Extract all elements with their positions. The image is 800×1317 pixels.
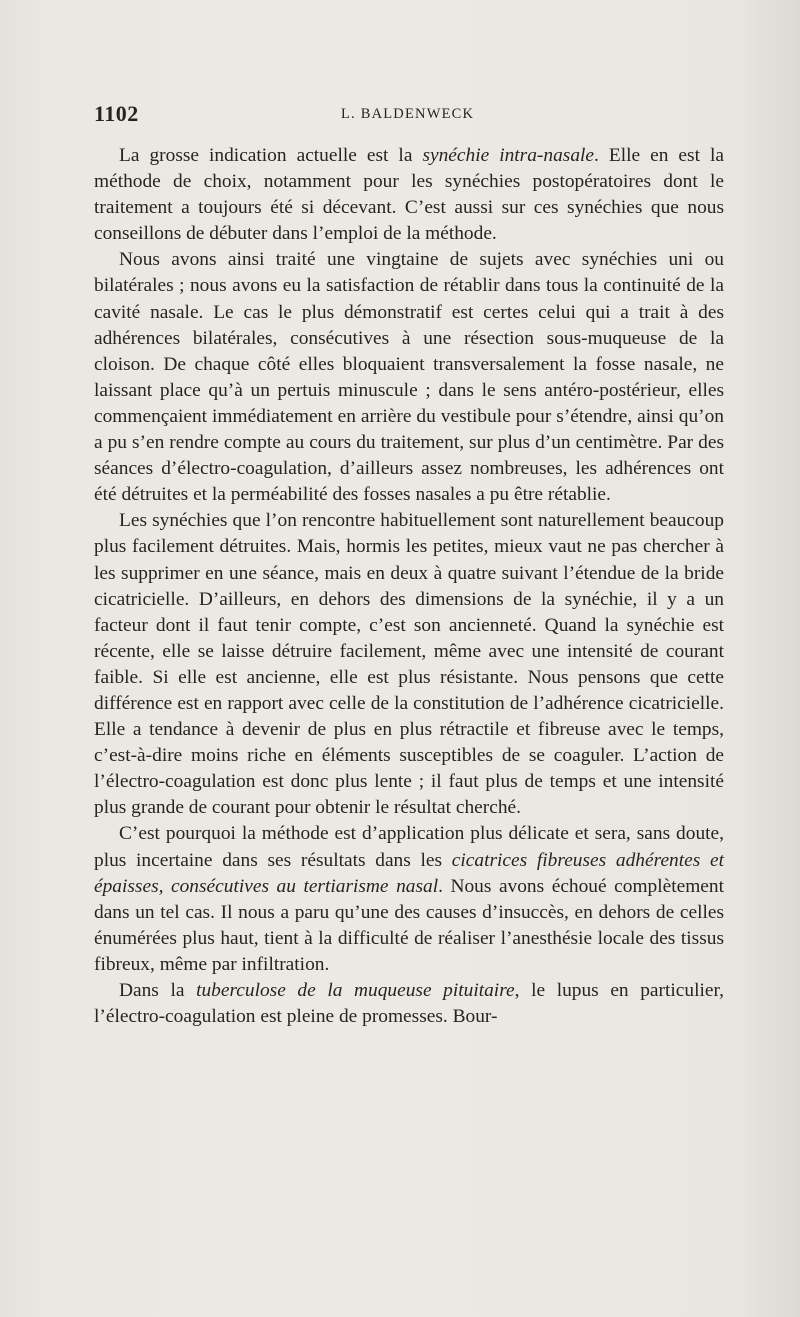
running-head-author: L. BALDENWECK — [341, 106, 475, 122]
text-segment: Dans la — [119, 980, 197, 1001]
text-segment: La grosse indication actuelle est la — [119, 145, 423, 166]
text-segment: Nous avons ainsi traité une vingtaine de sujets avec synéchies uni ou bilatérales ; nous avons eu la satisfaction de rétablir dans tous la continuité de la cavité nasale. Le cas le plus démonstratif est certes celui qui a trait à des adhérences bilatérales, consécutives à une résection sous-muqueuse de la cloison. De chaque côté elles bloquaient transversalement la fosse nasale, ne laissant place qu’à un pertuis minuscule ; dans le sens antéro-postérieur, elles commençaient immédiatement en arrière du vestibule pour s’étendre, ainsi qu’on a pu s’en rendre compte au cours du traitement, sur plus d’un centimètre. Par des séances d’électro-coagulation, d’ailleurs assez nombreuses, les adhérences ont été détruites et la perméabilité des fosses nasales a pu être rétablie. — [94, 249, 724, 506]
page-header — [94, 101, 720, 131]
page-number: 1102 — [94, 101, 139, 126]
paragraph-fibrous-scars — [94, 821, 724, 978]
text-segment-italic: cicatrices fibreuses adhérentes et épaisses, consécutives au tertiarisme nasal — [94, 849, 725, 897]
text-segment-italic: synéchie intra-nasale — [422, 145, 595, 166]
paragraph-tuberculosis — [94, 978, 724, 1030]
text-segment: , le lupus en particulier, l’électro-coagulation est pleine de promesses. Bour- — [94, 980, 724, 1028]
body-text — [94, 143, 724, 1030]
text-segment: . Elle en est la méthode de choix, notamment pour les synéchies postopératoires dont le traitement a toujours été si décevant. C’est aussi sur ces synéchies que nous conseillons de débuter dans l’emploi de la méthode. — [94, 145, 724, 245]
text-segment: Les synéchies que l’on rencontre habituellement sont naturellement beaucoup plus facilement détruites. Mais, hormis les petites, mieux vaut ne pas chercher à les supprimer en une séance, mais en deux à quatre suivant l’étendue de la bride cicatricielle. D’ailleurs, en dehors des dimensions de la synéchie, il y a un facteur dont il faut tenir compte, c’est son ancienneté. Quand la synéchie est récente, elle se laisse détruire facilement, même avec une intensité de courant faible. Si elle est ancienne, elle est plus résistante. Nous pensons que cette différence est en rapport avec celle de la constitution de l’adhérence cicatricielle. Elle a tendance à devenir de plus en plus rétractile et fibreuse avec le temps, c’est-à-dire moins riche en éléments susceptibles de se coaguler. L’action de l’électro-coagulation est donc plus lente ; il faut plus de temps et une intensité plus grande de courant pour obtenir le résultat cherché. — [94, 510, 724, 819]
text-segment: C’est pourquoi la méthode est d’application plus délicate et sera, sans doute, plus incertaine dans ses résultats dans les — [94, 823, 724, 871]
paragraph-usual-synechiae — [94, 508, 724, 821]
text-segment: . Nous avons échoué complètement dans un tel cas. Il nous a paru qu’une des causes d’insuccès, en dehors de celles énumérées plus haut, tient à la difficulté de réaliser l’anesthésie locale des tissus fibreux, même par infiltration. — [94, 875, 724, 975]
paragraph-treated-cases — [94, 247, 724, 508]
paragraph-intranasal-synechia — [94, 143, 724, 247]
text-segment-italic: tuberculose de la muqueuse pituitaire — [196, 980, 515, 1001]
